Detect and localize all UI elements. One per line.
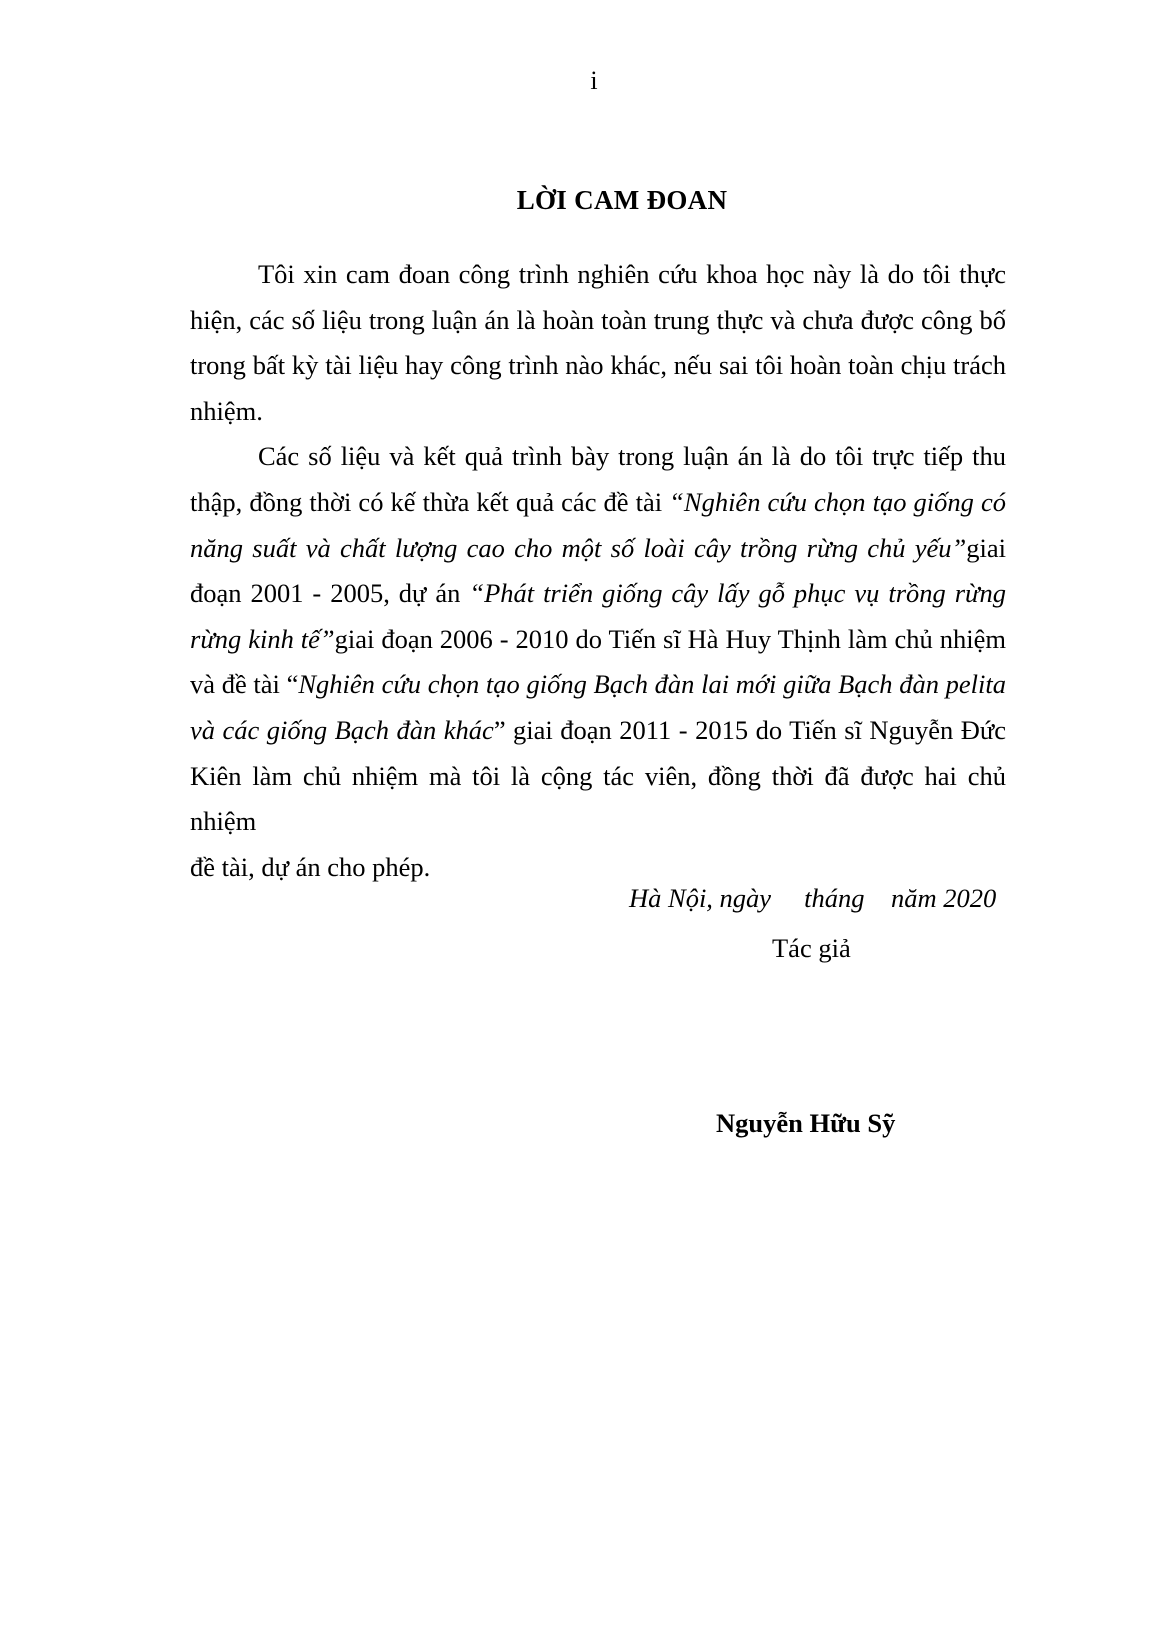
place-date: Hà Nội, ngày tháng năm 2020	[629, 883, 997, 913]
project-title-2: “Phát triển giống cây lấy gỗ phục vụ trồng rừng	[469, 578, 1006, 609]
text-line: Các số liệu và kết quả trình bày trong luận án là do tôi trực tiếp thu	[258, 441, 1006, 472]
text-line: rừng kinh tế”giai đoạn 2006 - 2010 do Tiến sĩ Hà Huy Thịnh làm chủ nhiệm	[190, 623, 1006, 654]
text-line: hiện, các số liệu trong luận án là hoàn toàn trung thực và chưa được công bố	[190, 304, 1006, 335]
page-number: i	[590, 66, 598, 95]
paragraph-declaration	[190, 252, 1006, 434]
author-label: Tác giả	[772, 933, 851, 963]
text-line: và đề tài “Nghiên cứu chọn tạo giống Bạch đàn lai mới giữa Bạch đàn pelita	[190, 669, 1007, 700]
page-title: LỜI CAM ĐOAN	[516, 185, 728, 215]
project-title-3-cont: và các giống Bạch đàn khác	[190, 714, 494, 745]
text-line: đề tài, dự án cho phép.	[190, 851, 431, 882]
text-line: Tôi xin cam đoan công trình nghiên cứu khoa học này là do tôi thực	[258, 259, 1006, 289]
project-title-3: Nghiên cứu chọn tạo giống Bạch đàn lai mới giữa Bạch đàn pelita	[298, 669, 1007, 700]
text-line: thập, đồng thời có kế thừa kết quả các đề tài “Nghiên cứu chọn tạo giống có	[190, 486, 1006, 517]
project-title-1-cont: năng suất và chất lượng cao cho một số loài cây trồng rừng chủ yếu”	[190, 532, 967, 563]
author-name: Nguyễn Hữu Sỹ	[716, 1108, 896, 1138]
document-body	[190, 252, 1006, 890]
text-line: nhiệm.	[190, 395, 263, 426]
paragraph-sources	[190, 434, 1006, 890]
text-line: và các giống Bạch đàn khác” giai đoạn 2011 - 2015 do Tiến sĩ Nguyễn Đức	[190, 714, 1007, 745]
project-title-2-cont: rừng kinh tế”	[190, 623, 335, 654]
text-line: trong bất kỳ tài liệu hay công trình nào khác, nếu sai tôi hoàn toàn chịu trách	[190, 350, 1006, 381]
project-title-1: “Nghiên cứu chọn tạo giống có	[669, 486, 1006, 517]
text-line: đoạn 2001 - 2005, dự án “Phát triển giống cây lấy gỗ phục vụ trồng rừng	[190, 578, 1006, 609]
text-line: Kiên làm chủ nhiệm mà tôi là cộng tác viên, đồng thời đã được hai chủ nhiệm	[190, 760, 1006, 837]
text-line: năng suất và chất lượng cao cho một số loài cây trồng rừng chủ yếu”giai	[190, 532, 1006, 563]
